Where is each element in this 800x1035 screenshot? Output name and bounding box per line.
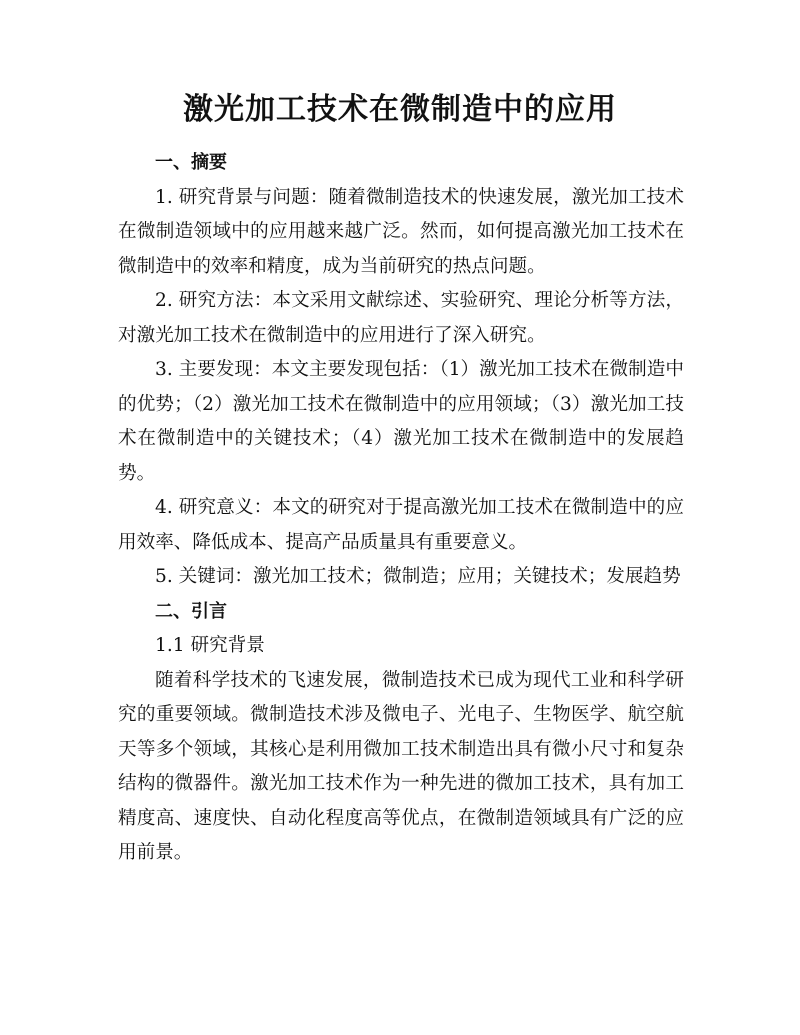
introduction-paragraph: 随着科学技术的飞速发展，微制造技术已成为现代工业和科学研究的重要领域。微制造技术涉及微电子、光电子、生物医学、航空航天等多个领域，其核心是利用微加工技术制造出具有微小尺寸和复杂结构的微器件。激光加工技术作为一种先进的微加工技术，具有加工精度高、速度快、自动化程度高等优点，在微制造领域具有广泛的应用前景。: [118, 669, 684, 863]
subsection-heading-background: 1.1 研究背景: [155, 635, 265, 656]
abstract-paragraph-background: 1. 研究背景与问题：随着微制造技术的快速发展，激光加工技术在微制造领域中的应用越来越广泛。然而，如何提高激光加工技术在微制造中的效率和精度，成为当前研究的热点问题。: [118, 186, 684, 277]
abstract-paragraph-keywords: 5. 关键词：激光加工技术；微制造；应用；关键技术；发展趋势: [155, 566, 681, 587]
section-heading-introduction: 二、引言: [155, 600, 227, 622]
section-heading-abstract: 一、摘要: [155, 152, 227, 173]
document-body: [118, 146, 684, 871]
abstract-paragraph-methods: 2. 研究方法：本文采用文献综述、实验研究、理论分析等方法，对激光加工技术在微制造中的应用进行了深入研究。: [118, 290, 684, 346]
abstract-paragraph-significance: 4. 研究意义：本文的研究对于提高激光加工技术在微制造中的应用效率、降低成本、提高产品质量具有重要意义。: [118, 497, 684, 553]
document-title: 激光加工技术在微制造中的应用: [183, 92, 617, 127]
abstract-paragraph-findings: 3. 主要发现：本文主要发现包括：（1）激光加工技术在微制造中的优势；（2）激光加工技术在微制造中的应用领域；（3）激光加工技术在微制造中的关键技术；（4）激光加工技术在微制造中的发展趋势。: [118, 359, 684, 484]
